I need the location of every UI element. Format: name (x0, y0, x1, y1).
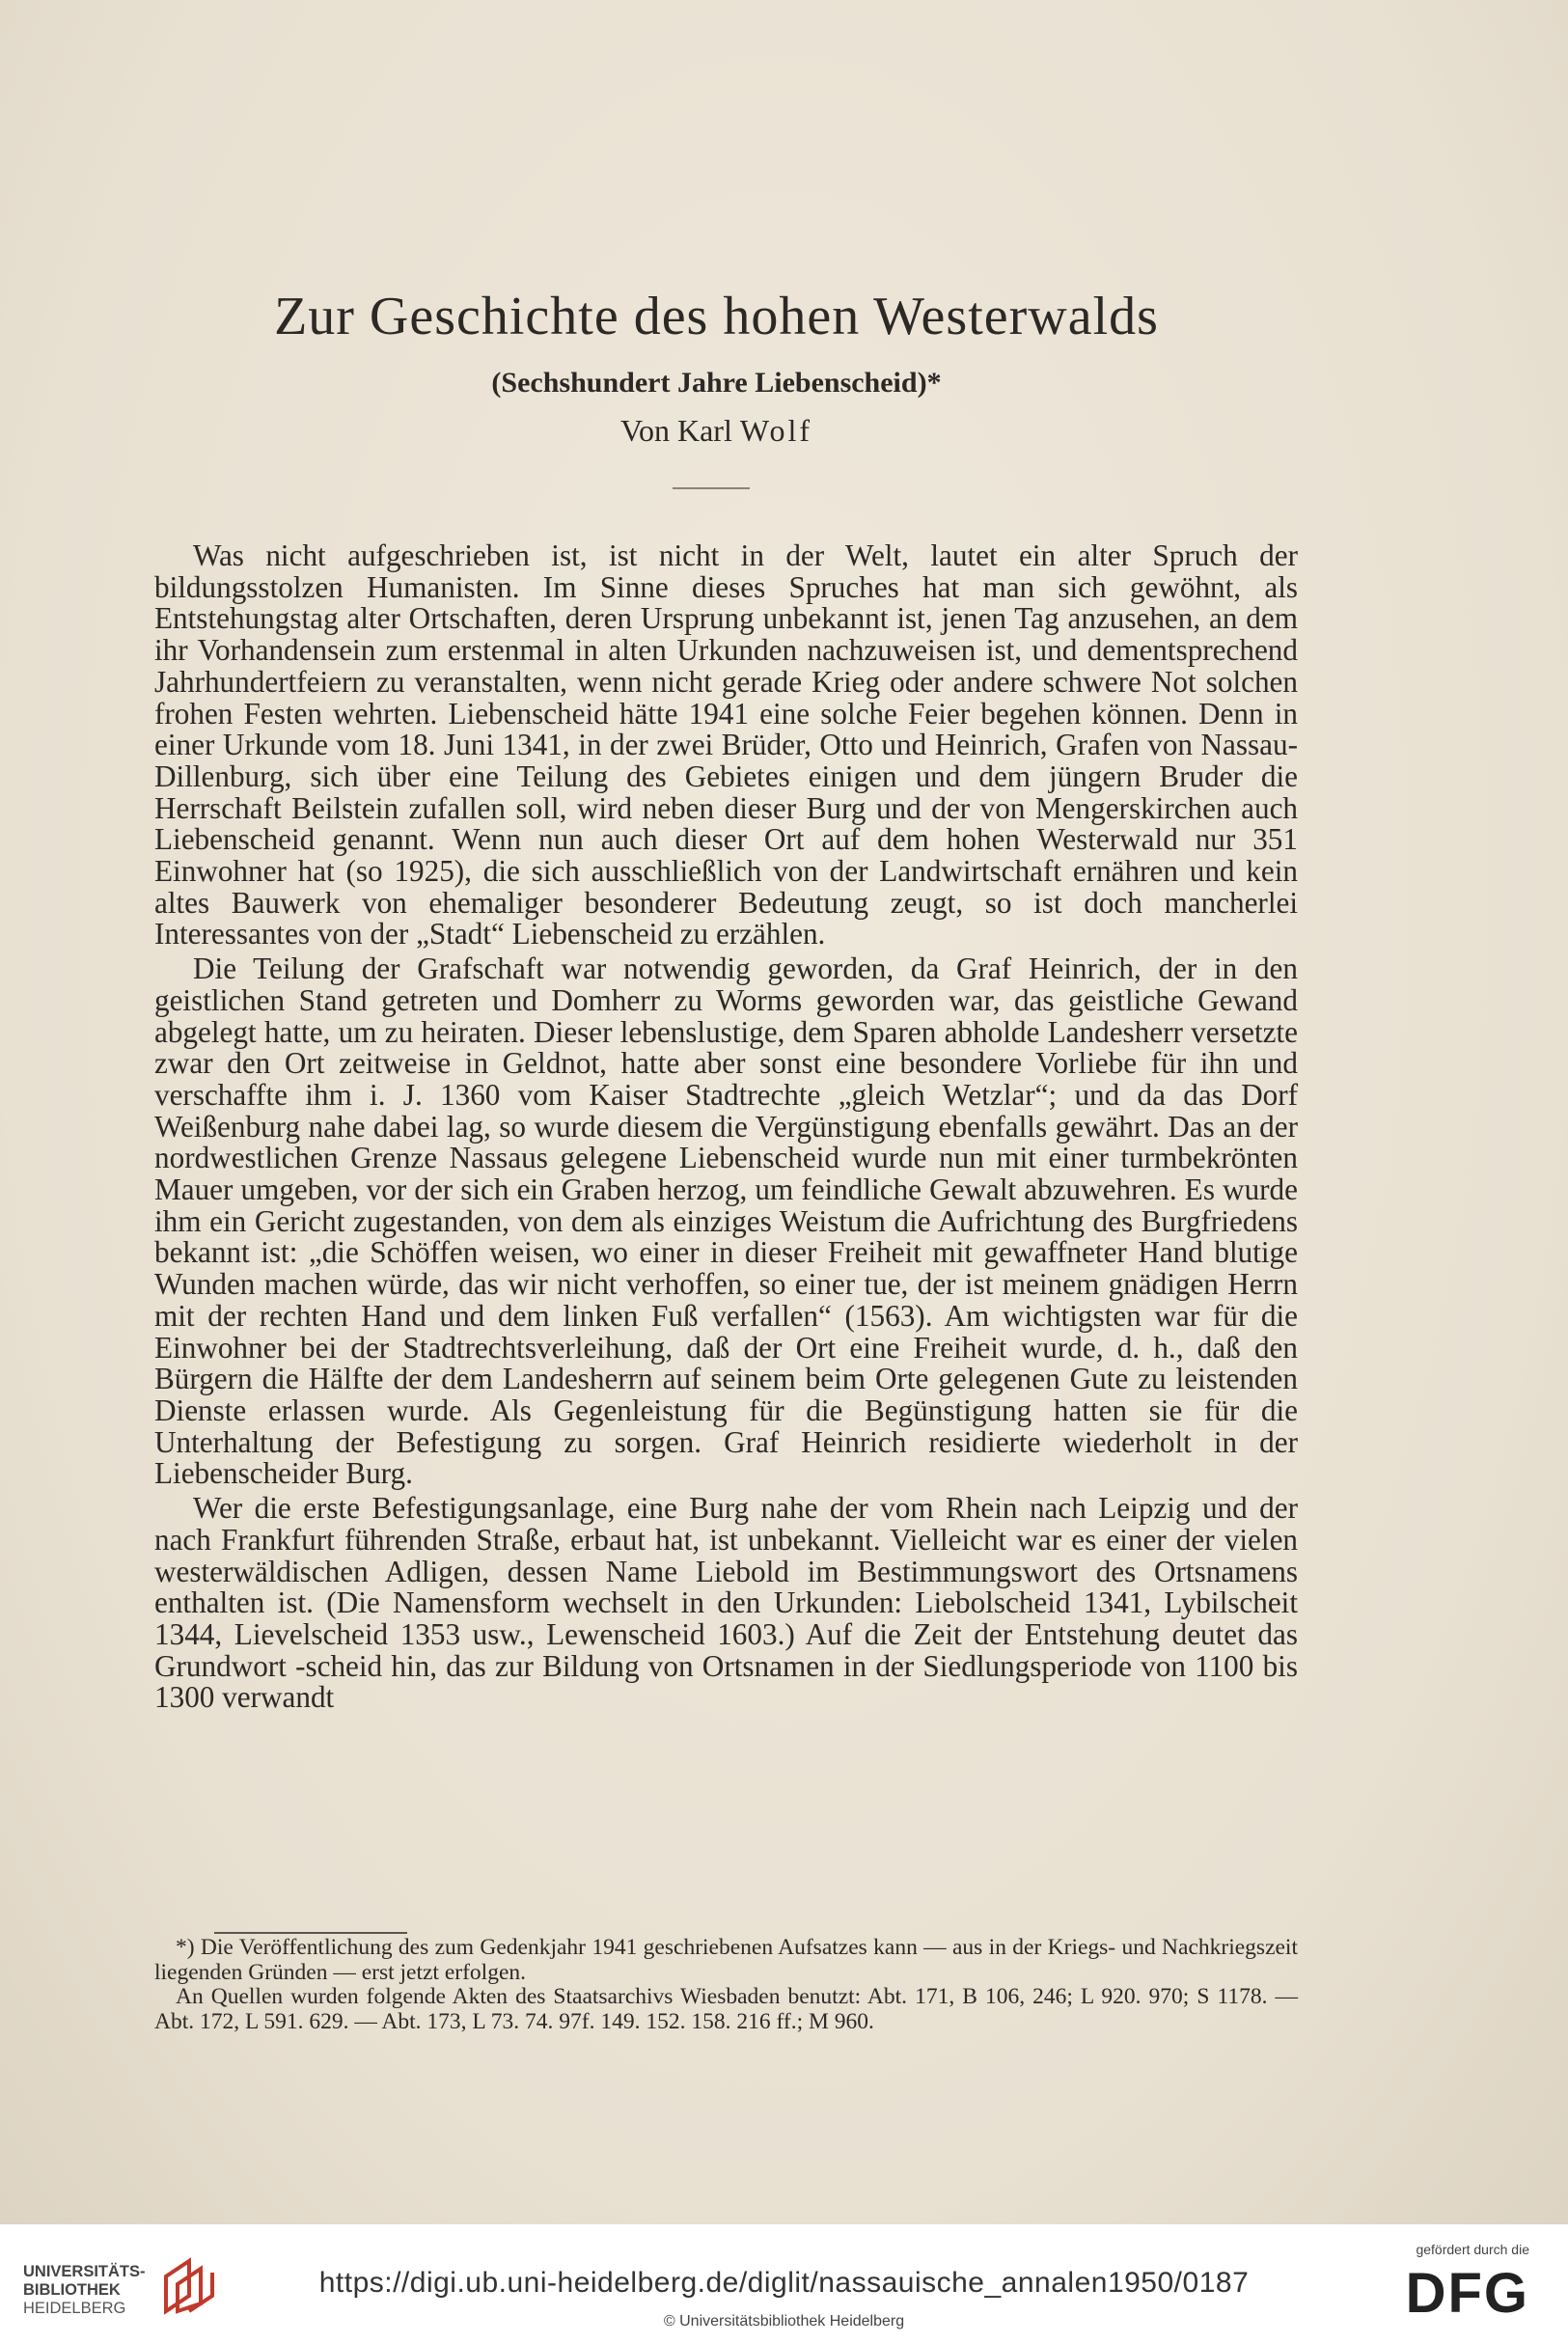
body-paragraph: Wer die erste Befestigungsanlage, eine Burg nahe der vom Rhein nach Leipzig und der nach Frankfurt führenden Straße, erbaut hat, ist unbekannt. Vielleicht war es einer der vielen westerwäldischen Adligen, dessen Name Liebold im Bestimmungswort des Ortsnamens enthalten ist. (Die Namensform wechselt in den Urkunden: Liebolscheid 1341, Lybilscheit 1344, Lievelscheid 1353 usw., Lewenscheid 1603.) Auf die Zeit der Entstehung deutet das Grundwort -scheid hin, das zur Bildung von Ortsnamen in der Siedlungsperiode von 1100 bis 1300 verwandt (154, 1491, 1298, 1715)
dfg-logo[interactable]: DFG (1405, 2262, 1529, 2325)
funded-by-label: gefördert durch die (1416, 2242, 1529, 2257)
article-subtitle: (Sechshundert Jahre Liebenscheid)* (491, 367, 942, 399)
copyright-notice: © Universitätsbibliothek Heidelberg (663, 2313, 905, 2330)
permalink-url[interactable]: https://digi.ub.uni-heidelberg.de/diglit/nassauische_annalen1950/0187 (318, 2267, 1250, 2299)
article-body (154, 540, 1298, 1714)
footnote: An Quellen wurden folgende Akten des Staatsarchivs Wiesbaden benutzt: Abt. 171, B 106, 246; L 920. 970; S 1178. — Abt. 172, L 591. 629. — Abt. 173, L 73. 74. 97f. 149. 152. 158. 216 ff.; M 960. (154, 1984, 1298, 2034)
footnote-divider (214, 1932, 407, 1934)
footnotes (154, 1936, 1298, 2034)
body-paragraph: Was nicht aufgeschrieben ist, ist nicht in der Welt, lautet ein alter Spruch der bildungsstolzen Humanisten. Im Sinne dieses Spruches hat man sich gewöhnt, als Entstehungstag alter Ortschaften, deren Ursprung unbekannt ist, jenen Tag anzusehen, an dem ihr Vorhandensein zum erstenmal in alten Urkunden nachzuweisen ist, und dementsprechend Jahrhundertfeiern zu veranstalten, wenn nicht gerade Krieg oder andere schwere Not solchen frohen Festen wehrten. Liebenscheid hätte 1941 eine solche Feier begehen können. Denn in einer Urkunde vom 18. Juni 1341, in der zwei Brüder, Otto und Heinrich, Grafen von Nassau-Dillenburg, sich über eine Teilung des Gebietes einigen und dem jüngern Bruder die Herrschaft Beilstein zufallen soll, wird neben dieser Burg und der von Mengerskirchen auch Liebenscheid genannt. Wenn nun auch dieser Ort auf dem hohen Westerwald nur 351 Einwohner hat (so 1925), die sich ausschließlich von der Landwirtschaft ernähren und kein altes Bauwerk von ehemaliger besonderer Bedeutung zeugt, so ist doch mancherlei Interessantes von der „Stadt“ Liebenscheid zu erzählen. (154, 538, 1298, 951)
footer-bar (0, 2224, 1568, 2344)
body-paragraph: Die Teilung der Grafschaft war notwendig geworden, da Graf Heinrich, der in den geistlichen Stand getreten und Domherr zu Worms geworden war, das geistliche Gewand abgelegt hatte, um zu heiraten. Dieser lebenslustige, dem Sparen abholde Landesherr versetzte zwar den Ort zeitweise in Geldnot, hatte aber sonst eine besondere Vorliebe für ihn und verschaffte ihm i. J. 1360 vom Kaiser Stadtrechte „gleich Wetzlar“; und da das Dorf Weißenburg nahe dabei lag, so wurde diesem die Vergünstigung ebenfalls gewährt. Das an der nordwestlichen Grenze Nassaus gelegene Liebenscheid wurde nun mit einer turmbekrönten Mauer umgeben, vor der sich ein Graben herzog, um feindliche Gewalt abzuwehren. Es wurde ihm ein Gericht zugestanden, von dem als einziges Weistum die Aufrichtung des Burgfriedens bekannt ist: „die Schöffen weisen, wo einer in dieser Freiheit mit gewaffneter Hand blutige Wunden machen würde, das wir nicht verhoffen, so einer tue, der ist meinem gnädigen Herrn mit der rechten Hand und dem linken Fuß verfallen“ (1563). Am wichtigsten war für die Einwohner bei der Stadtrechtsverleihung, daß der Ort eine Freiheit wurde, d. h., daß den Bürgern die Hälfte der dem Landesherrn auf seinem beim Orte gelegenen Gute zu leistenden Dienste erlassen wurde. Als Gegenleistung für die Begünstigung hatten sie für die Unterhaltung der Befestigung zu sorgen. Graf Heinrich residierte wiederholt in der Liebenscheider Burg. (154, 951, 1298, 1491)
author-line (0, 413, 1433, 449)
article-title: Zur Geschichte des hohen Westerwalds (274, 287, 1159, 346)
footnote: *) Die Veröffentlichung des zum Gedenkjahr 1941 geschriebenen Aufsatzes kann — aus in der Kriegs- und Nachkriegszeit liegenden Gründen — erst jetzt erfolgen. (154, 1935, 1298, 1985)
author-prefix: Von Karl (619, 413, 732, 448)
logo-line-1: UNIVERSITÄTS- (23, 2263, 146, 2280)
title-divider (673, 487, 750, 489)
author-name: Wolf (739, 413, 813, 448)
logo-line-2: BIBLIOTHEK (23, 2281, 121, 2299)
logo-line-3: HEIDELBERG (23, 2300, 126, 2317)
